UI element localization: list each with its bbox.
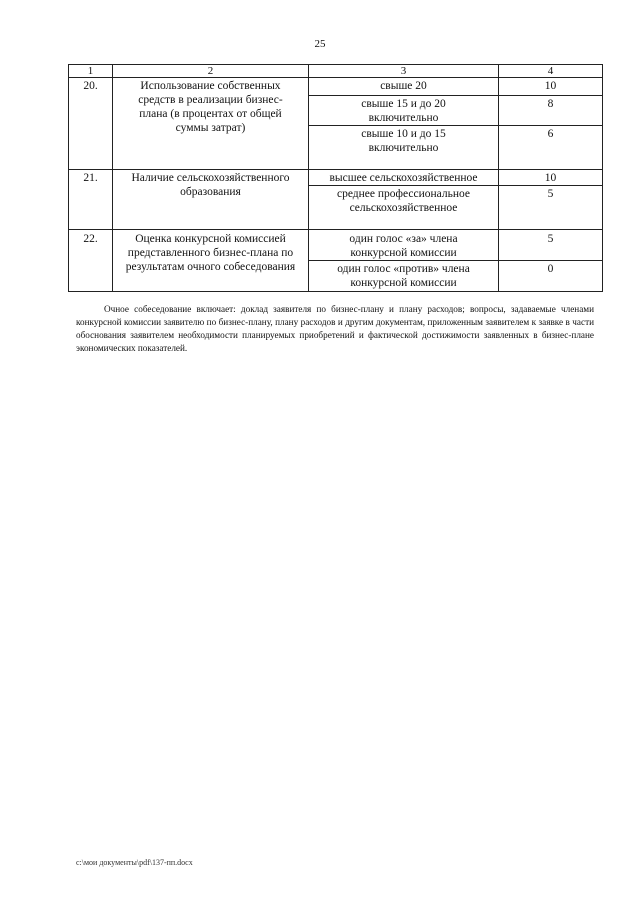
column-header: 3 [309, 65, 499, 78]
criteria-table [68, 64, 603, 292]
score-cell: 10 [499, 78, 603, 96]
criterion-name: Использование собственных средств в реализации бизнес-плана (в процентах от общей суммы затрат) [113, 78, 309, 170]
condition-cell: один голос «за» члена конкурсной комиссии [309, 230, 499, 261]
footer-file-path: c:\мои документы\pdf\137-пп.docx [76, 858, 193, 867]
row-number: 21. [69, 170, 113, 230]
interview-note-paragraph: Очное собеседование включает: доклад заявителя по бизнес-плану и плану расходов; вопросы, задаваемые членами конкурсной комиссии заявителю по бизнес-плану, плану расходов и другим документам, приложенным заявителем к заявке в части обоснования заявителем необходимости планируемых приобретений и фактической достижимости заявленных в бизнес-плане экономических показателей. [76, 304, 594, 353]
column-header: 2 [113, 65, 309, 78]
score-cell: 6 [499, 126, 603, 170]
score-cell: 0 [499, 261, 603, 292]
condition-cell: свыше 15 и до 20 включительно [309, 96, 499, 126]
column-header: 1 [69, 65, 113, 78]
row-number: 22. [69, 230, 113, 292]
score-cell: 5 [499, 186, 603, 230]
criterion-name: Наличие сельскохозяйственного образования [113, 170, 309, 230]
condition-cell: высшее сельскохозяйственное [309, 170, 499, 186]
table-row [69, 78, 603, 96]
table-row [69, 230, 603, 261]
row-number: 20. [69, 78, 113, 170]
criterion-name: Оценка конкурсной комиссией представленного бизнес-плана по результатам очного собеседования [113, 230, 309, 292]
page-number: 25 [314, 38, 326, 50]
score-cell: 5 [499, 230, 603, 261]
table-row [69, 170, 603, 186]
table-header-row [69, 65, 603, 78]
condition-cell: свыше 10 и до 15 включительно [309, 126, 499, 170]
column-header: 4 [499, 65, 603, 78]
score-cell: 10 [499, 170, 603, 186]
condition-cell: один голос «против» члена конкурсной комиссии [309, 261, 499, 292]
condition-cell: свыше 20 [309, 78, 499, 96]
condition-cell: среднее профессиональное сельскохозяйственное [309, 186, 499, 230]
score-cell: 8 [499, 96, 603, 126]
